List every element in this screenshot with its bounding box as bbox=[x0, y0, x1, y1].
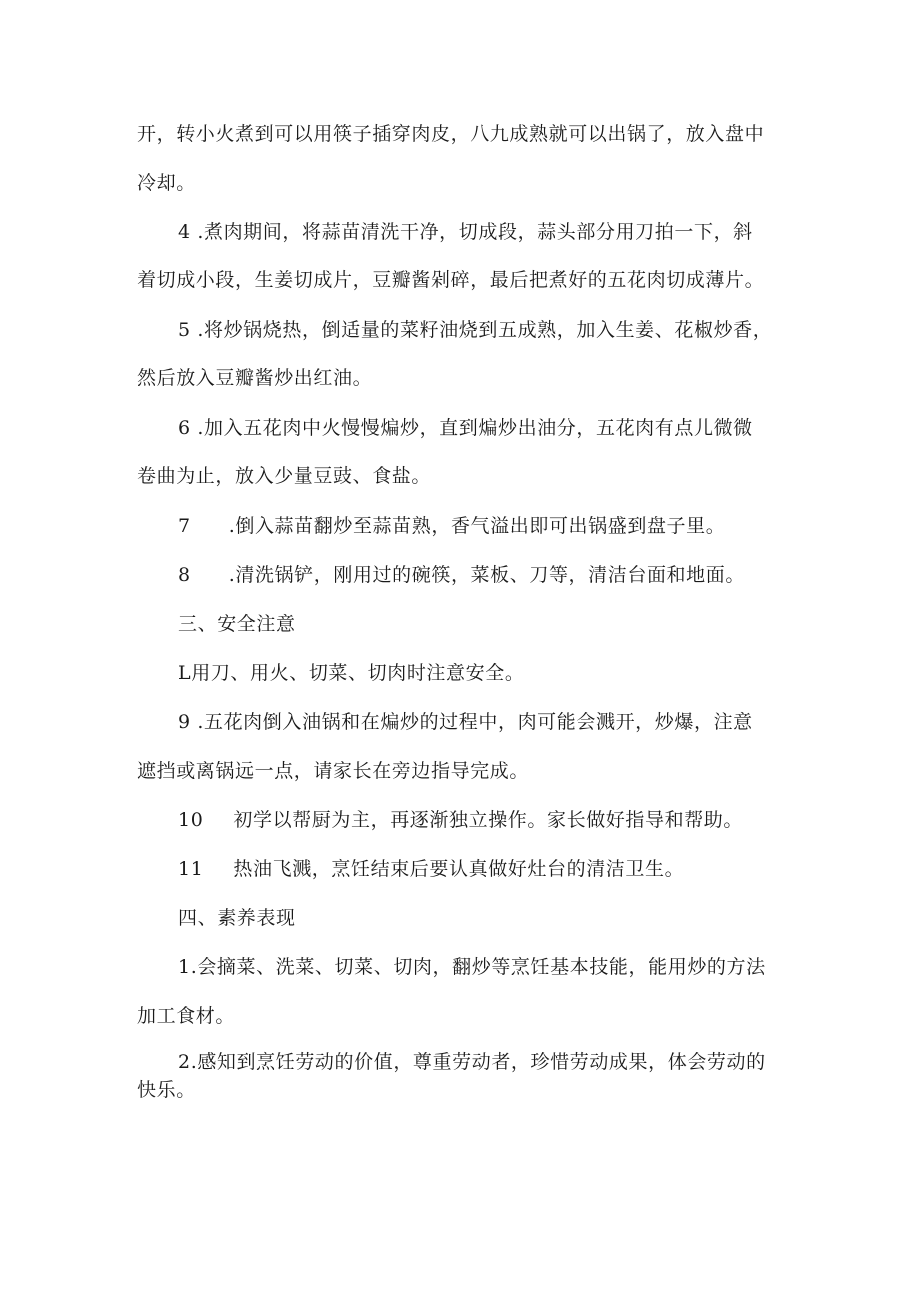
paragraph-line: 快乐。 bbox=[137, 1079, 196, 1101]
paragraph-line: 卷曲为止，放入少量豆豉、食盐。 bbox=[137, 465, 432, 487]
literacy-item-2-line: 2.感知到烹饪劳动的价值，尊重劳动者，珍惜劳动成果，体会劳动的 bbox=[178, 1051, 766, 1073]
step-6-line: 6 .加入五花肉中火慢慢煸炒，直到煸炒出油分，五花肉有点儿微微 bbox=[178, 417, 753, 439]
step-text: .清洗锅铲，刚用过的碗筷，菜板、刀等，清洁台面和地面。 bbox=[228, 564, 745, 586]
step-8-line bbox=[178, 563, 745, 587]
step-number: 10 bbox=[178, 809, 204, 831]
paragraph-line: 着切成小段，生姜切成片，豆瓣酱剁碎，最后把煮好的五花肉切成薄片。 bbox=[137, 269, 765, 291]
step-number: 7 bbox=[178, 515, 191, 537]
paragraph-line: 开，转小火煮到可以用筷子插穿肉皮，八九成熟就可以出锅了，放入盘中 bbox=[137, 123, 765, 145]
step-text: .倒入蒜苗翻炒至蒜苗熟，香气溢出即可出锅盛到盘子里。 bbox=[228, 515, 726, 537]
safety-item-2-line: 9 .五花肉倒入油锅和在煸炒的过程中，肉可能会溅开，炒爆，注意 bbox=[178, 711, 753, 733]
paragraph-line: 遮挡或离锅远一点，请家长在旁边指导完成。 bbox=[137, 760, 530, 782]
step-text: 热油飞溅，烹饪结束后要认真做好灶台的清洁卫生。 bbox=[233, 858, 685, 880]
step-4-line: 4 .煮肉期间，将蒜苗清洗干净，切成段，蒜头部分用刀拍一下，斜 bbox=[178, 221, 753, 243]
step-number: 8 bbox=[178, 564, 191, 586]
step-5-line: 5 .将炒锅烧热，倒适量的菜籽油烧到五成熟，加入生姜、花椒炒香， bbox=[178, 319, 773, 341]
paragraph-line: 冷却。 bbox=[137, 172, 196, 194]
paragraph-line: 加工食材。 bbox=[137, 1005, 236, 1027]
section-heading-literacy: 四、素养表现 bbox=[178, 907, 296, 929]
section-heading-safety: 三、安全注意 bbox=[178, 613, 296, 635]
safety-item-3 bbox=[178, 808, 743, 832]
step-number: 11 bbox=[178, 858, 204, 880]
safety-item-1: L用刀、用火、切菜、切肉时注意安全。 bbox=[178, 662, 525, 684]
literacy-item-1-line: 1.会摘菜、洗菜、切菜、切肉，翻炒等烹饪基本技能，能用炒的方法 bbox=[178, 956, 766, 978]
step-7-line bbox=[178, 514, 725, 538]
paragraph-line: 然后放入豆瓣酱炒出红油。 bbox=[137, 367, 373, 389]
step-text: 初学以帮厨为主，再逐渐独立操作。家长做好指导和帮助。 bbox=[233, 809, 743, 831]
safety-item-4 bbox=[178, 857, 684, 881]
